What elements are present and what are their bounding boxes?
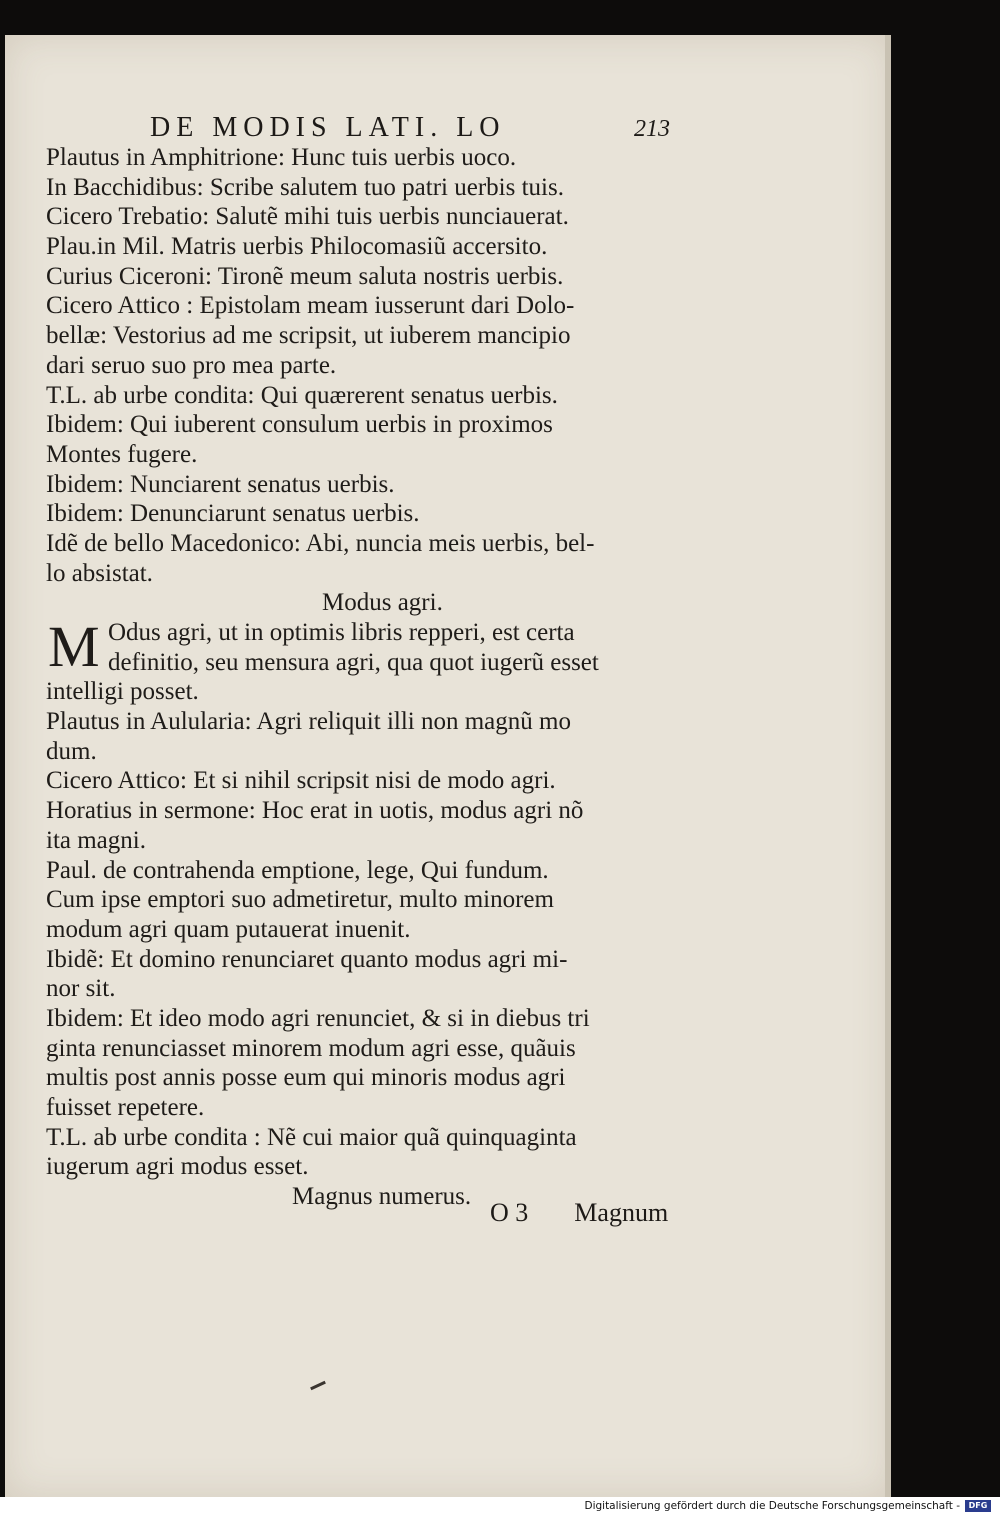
text-line: Ibidem: Et ideo modo agri renunciet, & si in diebus tri	[46, 1004, 590, 1032]
page-number: 213	[634, 116, 670, 142]
text-line: Plau.in Mil. Matris uerbis Philocomasiũ accersito.	[46, 233, 548, 261]
text-line: Plautus in Amphitrione: Hunc tuis uerbis uoco.	[46, 144, 517, 171]
running-head: DE MODIS LATI. LO	[150, 112, 506, 143]
section-heading-modus-agri: Modus agri.	[322, 589, 443, 617]
text-line: multis post annis posse eum qui minoris modus agri	[46, 1064, 566, 1092]
section-heading-magnus-numerus: Magnus numerus.	[292, 1183, 472, 1211]
page-edge	[885, 35, 891, 1497]
text-line: Cicero Trebatio: Salutẽ mihi tuis uerbis nunciauerat.	[46, 203, 569, 231]
text-line: modum agri quam putauerat inuenit.	[46, 915, 411, 943]
catchline	[490, 1198, 668, 1228]
text-block-1	[46, 143, 696, 1212]
text-line: Odus agri, ut in optimis libris repperi, est certa	[108, 619, 575, 646]
text-line: Paul. de contrahenda emptione, lege, Qui fundum.	[46, 856, 549, 884]
text-line: Ibidem: Nunciarent senatus uerbis.	[46, 470, 395, 498]
catchword: Magnum	[574, 1198, 669, 1227]
text-line: definitio, seu mensura agri, qua quot iugerũ esset	[108, 648, 599, 676]
text-line: ginta renunciasset minorem modum agri esse, quãuis	[46, 1034, 576, 1062]
dropcap-paragraph	[46, 614, 696, 679]
text-line: bellæ: Vestorius ad me scripsit, ut iuberem mancipio	[46, 322, 571, 350]
text-line: Ibidẽ: Et domino renunciaret quanto modus agri mi-	[46, 945, 568, 973]
text-line: In Bacchidibus: Scribe salutem tuo patri uerbis tuis.	[46, 173, 564, 201]
text-line: intelligi posset.	[46, 678, 199, 706]
text-line: Cicero Attico : Epistolam meam iusserunt dari Dolo-	[46, 292, 575, 320]
text-line: lo absistat.	[46, 559, 153, 587]
text-line: Ibidem: Qui iuberent consulum uerbis in proximos	[46, 411, 553, 439]
text-line: Ibidem: Denunciarunt senatus uerbis.	[46, 500, 420, 528]
text-line: dari seruo suo pro mea parte.	[46, 351, 337, 379]
text-line: Cicero Attico: Et si nihil scripsit nisi de modo agri.	[46, 767, 556, 795]
drop-cap-letter: M	[48, 614, 100, 679]
text-line: T.L. ab urbe condita: Qui quærerent senatus uerbis.	[46, 381, 558, 409]
text-line: Horatius in sermone: Hoc erat in uotis, modus agri nõ	[46, 797, 584, 825]
text-line: Idẽ de bello Macedonico: Abi, nuncia meis uerbis, bel-	[46, 529, 595, 557]
text-line: Plautus in Aulularia: Agri reliquit illi non magnũ mo	[46, 708, 571, 736]
text-line: T.L. ab urbe condita : Nẽ cui maior quã quinquaginta	[46, 1123, 577, 1151]
funding-credit: Digitalisierung gefördert durch die Deutsche Forschungsgemeinschaft -	[584, 1500, 960, 1512]
text-line: dum.	[46, 737, 97, 765]
text-line: iugerum agri modus esset.	[46, 1153, 309, 1181]
text-line: Curius Ciceroni: Tironẽ meum saluta nostris uerbis.	[46, 262, 564, 290]
text-line: nor sit.	[46, 975, 116, 1003]
dfg-logo-icon: DFG	[965, 1500, 991, 1512]
signature-mark: O 3	[490, 1198, 529, 1227]
text-line: Cum ipse emptori suo admetiretur, multo minorem	[46, 886, 554, 914]
text-line: fuisset repetere.	[46, 1094, 205, 1121]
text-line: ita magni.	[46, 826, 146, 854]
text-line: Montes fugere.	[46, 440, 198, 468]
